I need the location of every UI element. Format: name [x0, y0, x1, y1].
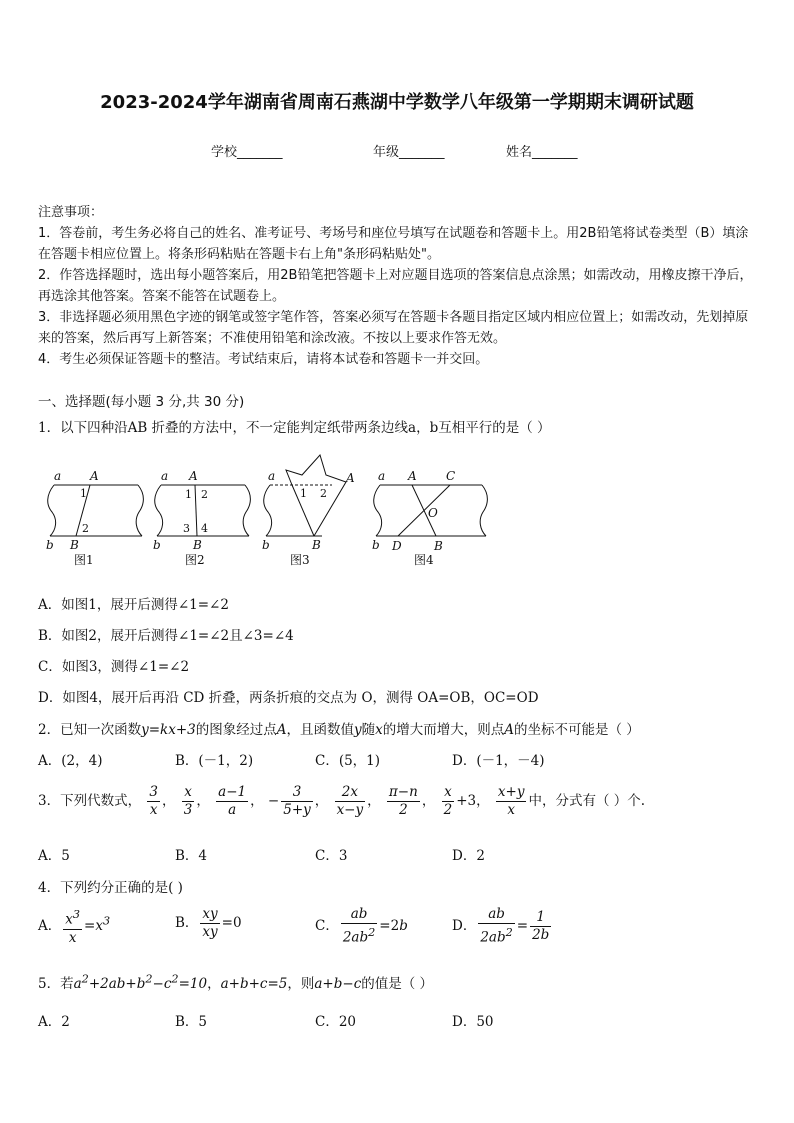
- svg-text:1: 1: [80, 487, 87, 500]
- q2-stem: 2．已知一次函数y=kx+3的图象经过点A，且函数值y随x的增大而增大，则点A的坐标不可能是（ ）: [38, 722, 640, 738]
- svg-text:b: b: [262, 538, 270, 552]
- section-heading: 一、选择题(每小题 3 分,共 30 分): [38, 394, 245, 410]
- q3-option-c: C．3: [315, 848, 348, 864]
- figure-label: 图3: [290, 553, 310, 567]
- expr-3: $\frac{a-1}{a}$: [218, 784, 247, 818]
- svg-text:A: A: [408, 469, 417, 483]
- svg-text:4: 4: [201, 522, 208, 535]
- q2-option-d: D．(－1，－4): [452, 753, 545, 769]
- svg-text:2: 2: [82, 522, 89, 535]
- q2-option-c: C．(5，1): [315, 753, 381, 769]
- exam-title: 2023-2024学年湖南省周南石燕湖中学数学八年级第一学期期末调研试题: [100, 92, 694, 113]
- q3-option-d: D．2: [452, 848, 485, 864]
- note-item: 3．非选择题必须用黑色字迹的钢笔或签字笔作答，答案必须写在答题卡各题目指定区域内相应位置上；如需改动，先划掉原来的答案，然后再写上新答案；不准使用铅笔和涂改液。不按以上要求作答无效。: [38, 310, 749, 346]
- name-field: 姓名_______: [506, 145, 578, 160]
- q1-stem: 1．以下四种沿AB 折叠的方法中，不一定能判定纸带两条边线a，b互相平行的是（ ）: [38, 420, 551, 436]
- linear-function: y=kx+3: [141, 722, 196, 738]
- q5-option-b: B．5: [175, 1014, 208, 1030]
- q5-option-d: D．50: [452, 1014, 494, 1030]
- svg-text:1: 1: [300, 487, 307, 500]
- svg-text:O: O: [428, 506, 438, 520]
- note-item: 2．作答选择题时，选出每小题答案后，用2B铅笔把答题卡上对应题目选项的答案信息点涂黑；如需改动，用橡皮擦干净后，再选涂其他答案。答案不能答在试题卷上。: [38, 268, 753, 304]
- svg-text:A: A: [189, 469, 198, 483]
- svg-text:D: D: [392, 539, 402, 553]
- q4-option-b: B． $\frac{xy}{xy}$ =0: [175, 906, 242, 940]
- svg-text:C: C: [446, 469, 456, 483]
- svg-text:B: B: [434, 539, 443, 553]
- svg-text:b: b: [46, 538, 54, 552]
- q3-stem: 3．下列代数式， $\frac{3}{x}$ ， $\frac{x}{3}$ ， $\frac{a-1}{a}$ ， − $\frac{3}{5+y}$ ， $\frac{2x}{x-y}$ ， $\frac{\pi-n}{2}$ ， $\frac{x}{2}$ +3， $\frac{x+y}{x}$ 中，分式有（ ）个.: [38, 784, 646, 818]
- q2-option-a: A．(2，4): [38, 753, 103, 769]
- q4-stem: 4．下列约分正确的是( ): [38, 880, 183, 896]
- note-item: 1．答卷前，考生务必将自己的姓名、准考证号、考场号和座位号填写在试题卷和答题卡上。用2B铅笔将试卷类型（B）填涂在答题卡相应位置上。将条形码粘贴在答题卡右上角"条形码粘贴处"。: [38, 226, 749, 262]
- q1-option-a: A．如图1，展开后测得∠1=∠2: [38, 597, 229, 613]
- expr-1: $\frac{3}{x}$: [149, 784, 158, 818]
- svg-text:B: B: [70, 538, 79, 552]
- q5-equation-2: a+b+c=5: [220, 976, 288, 992]
- expr-8: $\frac{x+y}{x}$: [497, 784, 525, 818]
- svg-text:2: 2: [320, 487, 327, 500]
- q5-option-a: A．2: [38, 1014, 70, 1030]
- svg-text:B: B: [193, 538, 202, 552]
- expr-5: $\frac{2x}{x-y}$: [336, 784, 364, 818]
- svg-text:A: A: [346, 471, 355, 485]
- svg-text:3: 3: [183, 522, 190, 535]
- expr-6: $\frac{\pi-n}{2}$: [388, 784, 418, 818]
- q5-expression: a+b−c: [314, 976, 362, 992]
- figure-label: 图2: [185, 553, 205, 567]
- svg-text:a: a: [161, 469, 169, 483]
- figure-label: 图4: [414, 553, 434, 567]
- svg-text:2: 2: [201, 488, 208, 501]
- notes-block: [38, 202, 760, 370]
- q1-option-d: D．如图4，展开后再沿 CD 折叠，两条折痕的交点为 O，测得 OA=OB，OC=OD: [38, 690, 539, 706]
- svg-text:1: 1: [185, 488, 192, 501]
- figure-3: [262, 455, 355, 567]
- q1-option-c: C．如图3，测得∠1=∠2: [38, 659, 190, 675]
- expr-4: $\frac{3}{5+y}$: [283, 784, 311, 818]
- note-item: 4．考生必须保证答题卡的整洁。考试结束后，请将本试卷和答题卡一并交回。: [38, 352, 489, 367]
- figure-4: [372, 469, 487, 567]
- grade-field: 年级_______: [373, 145, 445, 160]
- notes-heading: 注意事项：: [38, 205, 104, 220]
- figure-label: 图1: [74, 553, 94, 567]
- q2-option-b: B．(－1，2): [175, 753, 254, 769]
- q1-option-b: B．如图2，展开后测得∠1=∠2且∠3=∠4: [38, 628, 294, 644]
- q3-option-b: B．4: [175, 848, 208, 864]
- svg-text:b: b: [372, 538, 380, 552]
- svg-text:a: a: [378, 469, 386, 483]
- q4-option-c: C． $\frac{ab}{2ab^2}$ =2b: [315, 906, 408, 946]
- svg-text:A: A: [90, 469, 99, 483]
- svg-text:b: b: [153, 538, 161, 552]
- figure-1: [46, 469, 143, 567]
- school-field: 学校_______: [211, 145, 283, 160]
- expr-7: $\frac{x}{2}$: [443, 784, 453, 818]
- figure-2: [153, 469, 250, 567]
- svg-text:B: B: [312, 538, 321, 552]
- q4-option-d: D． $\frac{ab}{2ab^2}$ = $\frac{1}{2b}$: [452, 906, 550, 946]
- q4-option-a: A． $\frac{x^3}{x}$ $=x^3$: [38, 908, 111, 946]
- q5-equation-1: $a^2+2ab+b^2-c^2=10$: [73, 972, 208, 992]
- svg-text:a: a: [268, 469, 276, 483]
- svg-text:a: a: [54, 469, 62, 483]
- q5-stem: 5．若$a^2+2ab+b^2-c^2=10$，a+b+c=5，则a+b−c的值是（ ）: [38, 972, 434, 992]
- q1-figures: [38, 450, 498, 575]
- q5-option-c: C．20: [315, 1014, 357, 1030]
- q3-option-a: A．5: [38, 848, 70, 864]
- expr-2: $\frac{x}{3}$: [183, 784, 193, 818]
